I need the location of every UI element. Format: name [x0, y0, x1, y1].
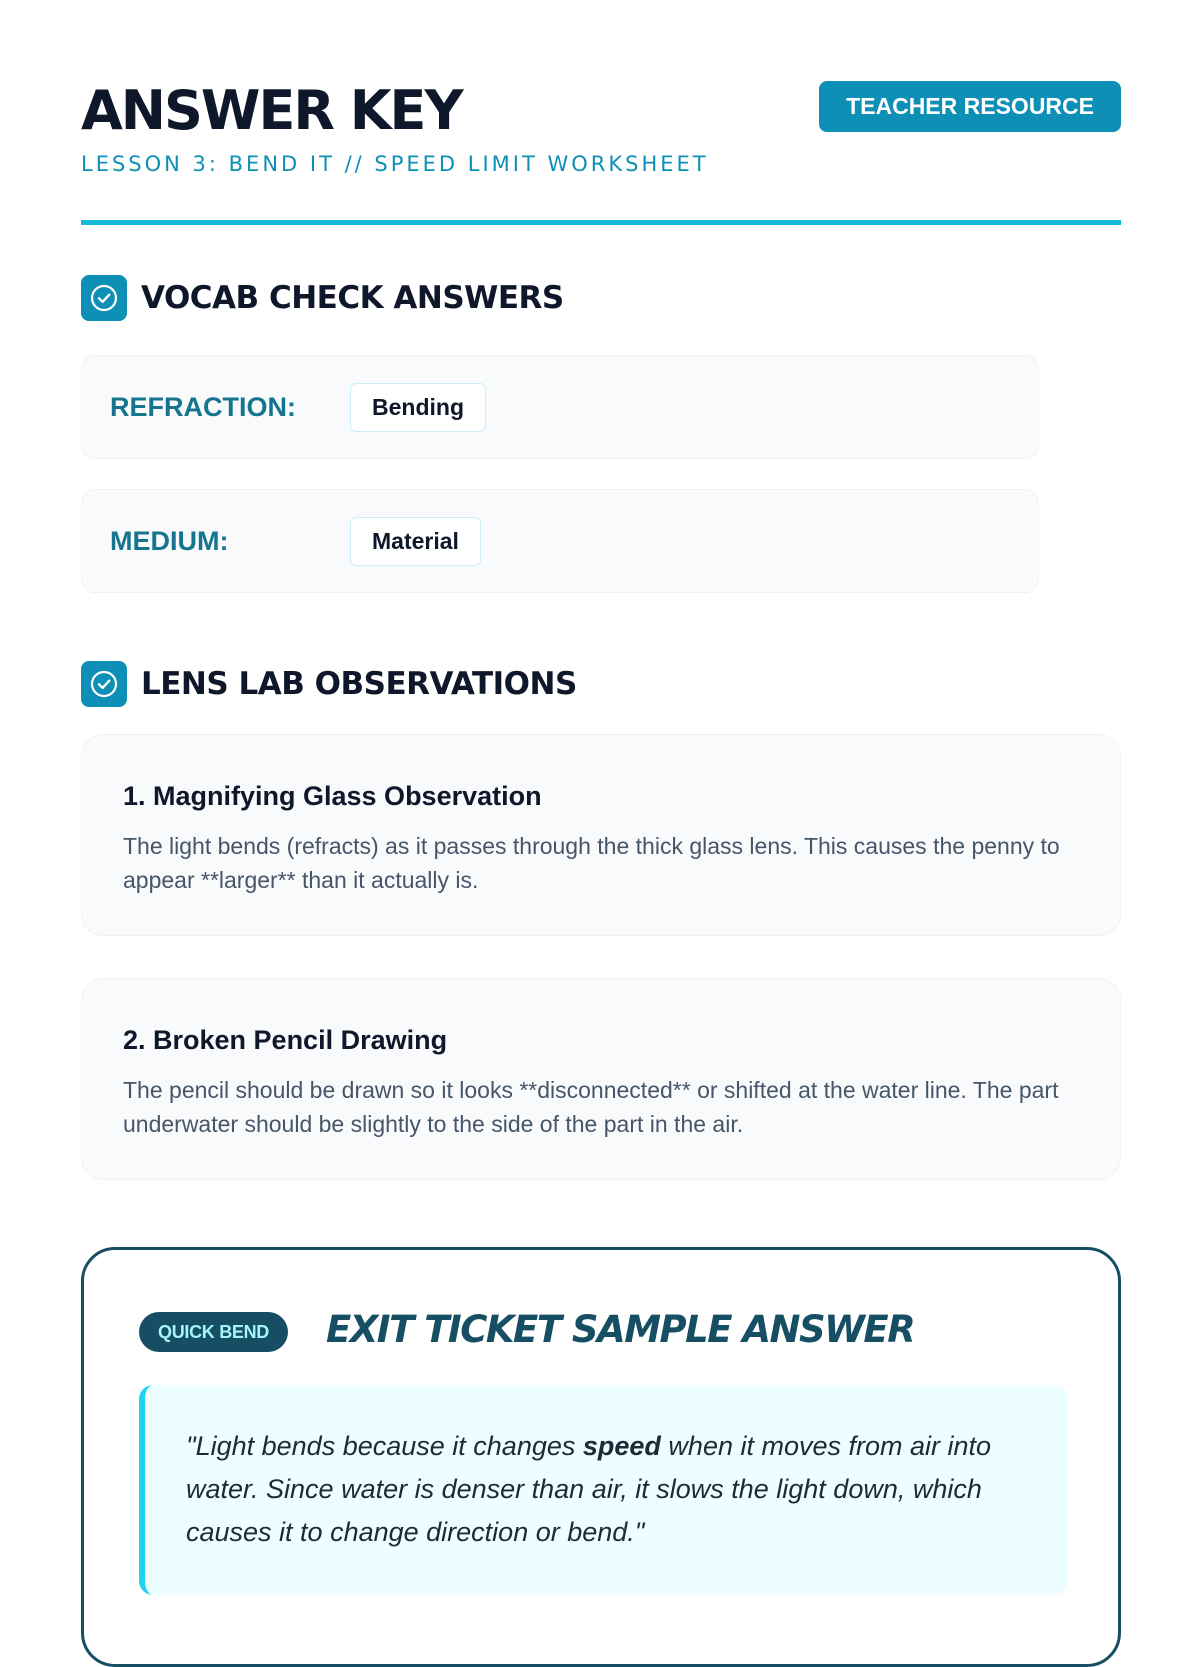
- observation-title: 1. Magnifying Glass Observation: [123, 781, 542, 811]
- header-divider: [81, 220, 1121, 225]
- exit-ticket-card: [81, 1247, 1121, 1667]
- vocab-answer: Bending: [350, 383, 486, 432]
- page-header: [81, 78, 1121, 178]
- vocab-card: [81, 355, 1039, 459]
- check-circle-icon: [81, 661, 127, 707]
- lab-section-heading: [81, 661, 577, 707]
- quick-bend-pill: QUICK BEND: [139, 1312, 288, 1352]
- observation-text: The light bends (refracts) as it passes through the thick glass lens. This causes the penny to appear **larger** than it actually is.: [123, 833, 1060, 893]
- quote-text-end: when it moves from air into water. Since water is denser than air, it slows the light down, which causes it to change direction or bend.": [186, 1431, 992, 1547]
- observation-text: The pencil should be drawn so it looks **disconnected** or shifted at the water line. The part underwater should be slightly to the side of the part in the air.: [123, 1077, 1059, 1137]
- teacher-resource-badge: TEACHER RESOURCE: [819, 81, 1121, 132]
- exit-ticket-title: EXIT TICKET SAMPLE ANSWER: [326, 1308, 915, 1351]
- vocab-answer: Material: [350, 517, 481, 566]
- observation-title: 2. Broken Pencil Drawing: [123, 1025, 448, 1055]
- vocab-section-title: VOCAB CHECK ANSWERS: [141, 280, 564, 316]
- vocab-term: REFRACTION:: [110, 392, 296, 422]
- vocab-section-heading: [81, 275, 564, 321]
- quote-text: [186, 1425, 1016, 1554]
- check-circle-icon: [81, 275, 127, 321]
- vocab-term: MEDIUM:: [110, 526, 229, 556]
- sample-answer-quote: [139, 1385, 1068, 1595]
- observation-card: [81, 978, 1121, 1180]
- page-subtitle: LESSON 3: BEND IT // SPEED LIMIT WORKSHEET: [81, 152, 709, 176]
- quote-emphasis: speed: [582, 1431, 661, 1461]
- quote-text-start: "Light bends because it changes: [186, 1431, 583, 1461]
- lab-section-title: LENS LAB OBSERVATIONS: [141, 666, 577, 702]
- vocab-card: [81, 489, 1039, 593]
- page-title: ANSWER KEY: [81, 79, 462, 142]
- observation-card: [81, 734, 1121, 936]
